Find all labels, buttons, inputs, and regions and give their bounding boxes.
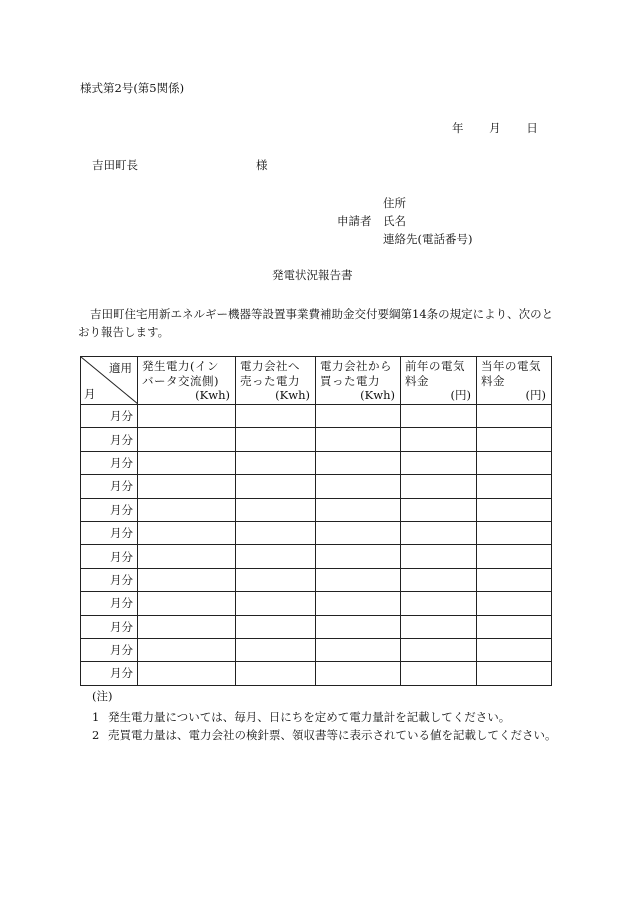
month-cell: 月分: [81, 545, 138, 568]
data-cell[interactable]: [236, 405, 316, 428]
header-unit: (Kwh): [195, 388, 230, 402]
table-row: [81, 545, 552, 568]
table-row: [81, 615, 552, 638]
data-cell[interactable]: [477, 521, 552, 544]
data-cell[interactable]: [401, 451, 477, 474]
applicant-label: 申請者: [337, 214, 372, 228]
data-cell[interactable]: [401, 545, 477, 568]
header-line2: 料金: [481, 374, 505, 388]
data-cell[interactable]: [477, 568, 552, 591]
data-cell[interactable]: [236, 498, 316, 521]
header-line2: バータ交流側): [142, 374, 219, 388]
header-line1: 発生電力(イン: [142, 359, 219, 373]
data-cell[interactable]: [138, 405, 236, 428]
data-cell[interactable]: [236, 568, 316, 591]
data-cell[interactable]: [477, 405, 552, 428]
header-line2: 料金: [405, 374, 429, 388]
data-cell[interactable]: [138, 662, 236, 685]
data-cell[interactable]: [477, 662, 552, 685]
month-cell: 月分: [81, 498, 138, 521]
data-cell[interactable]: [236, 615, 316, 638]
month-cell: 月分: [81, 662, 138, 685]
data-cell[interactable]: [236, 545, 316, 568]
contact-label: 連絡先(電話番号): [383, 232, 473, 246]
address-label: 住所: [383, 196, 406, 210]
date-month-label: 月: [489, 121, 501, 135]
data-cell[interactable]: [236, 475, 316, 498]
table-row: [81, 662, 552, 685]
date-line: [452, 120, 538, 136]
note-text: 売買電力量は、電力会社の検針票、領収書等に表示されている値を記載してください。: [108, 728, 557, 742]
report-table: [80, 356, 552, 686]
data-cell[interactable]: [138, 475, 236, 498]
note-item: [92, 708, 557, 726]
table-row: [81, 475, 552, 498]
data-cell[interactable]: [477, 615, 552, 638]
data-cell[interactable]: [138, 498, 236, 521]
column-header-curr-fee: [477, 357, 552, 405]
data-cell[interactable]: [316, 615, 401, 638]
data-cell[interactable]: [401, 638, 477, 661]
name-label: 氏名: [383, 214, 406, 228]
date-day-label: 日: [526, 121, 538, 135]
data-cell[interactable]: [236, 451, 316, 474]
header-line2: 買った電力: [320, 374, 380, 388]
date-year-label: 年: [452, 121, 464, 135]
data-cell[interactable]: [236, 592, 316, 615]
data-cell[interactable]: [477, 545, 552, 568]
table-row: [81, 568, 552, 591]
header-unit: (Kwh): [360, 388, 395, 402]
data-cell[interactable]: [477, 498, 552, 521]
month-cell: 月分: [81, 568, 138, 591]
data-cell[interactable]: [401, 405, 477, 428]
table-row: [81, 451, 552, 474]
header-line2: 売った電力: [240, 374, 300, 388]
data-cell[interactable]: [477, 592, 552, 615]
data-cell[interactable]: [477, 428, 552, 451]
month-cell: 月分: [81, 451, 138, 474]
table-row: [81, 405, 552, 428]
header-line1: 前年の電気: [405, 359, 465, 373]
table-row: [81, 638, 552, 661]
data-cell[interactable]: [316, 662, 401, 685]
data-cell[interactable]: [236, 662, 316, 685]
data-cell[interactable]: [138, 428, 236, 451]
header-line1: 当年の電気: [481, 359, 541, 373]
month-cell: 月分: [81, 405, 138, 428]
header-unit: (Kwh): [275, 388, 310, 402]
month-cell: 月分: [81, 521, 138, 544]
month-cell: 月分: [81, 638, 138, 661]
data-cell[interactable]: [401, 521, 477, 544]
month-cell: 月分: [81, 475, 138, 498]
addressee: 吉田町長: [92, 158, 138, 172]
data-cell[interactable]: [138, 451, 236, 474]
data-cell[interactable]: [316, 451, 401, 474]
corner-header-cell: [81, 357, 138, 405]
data-cell[interactable]: [477, 451, 552, 474]
data-cell[interactable]: [316, 498, 401, 521]
column-header-prev-fee: [401, 357, 477, 405]
notes-heading: (注): [92, 689, 113, 703]
data-cell[interactable]: [316, 521, 401, 544]
header-line1: 電力会社から: [320, 359, 392, 373]
month-cell: 月分: [81, 615, 138, 638]
corner-bottom-label: 月: [84, 387, 96, 401]
month-cell: 月分: [81, 428, 138, 451]
data-cell[interactable]: [401, 615, 477, 638]
note-number: 1: [92, 710, 100, 724]
column-header-bought: [316, 357, 401, 405]
data-cell[interactable]: [138, 638, 236, 661]
note-text: 発生電力量については、毎月、日にちを定めて電力量計を記載してください。: [108, 710, 511, 724]
data-cell[interactable]: [138, 592, 236, 615]
data-cell[interactable]: [401, 592, 477, 615]
data-cell[interactable]: [477, 475, 552, 498]
data-cell[interactable]: [401, 475, 477, 498]
data-cell[interactable]: [316, 545, 401, 568]
header-unit: (円): [450, 388, 471, 402]
data-cell[interactable]: [138, 615, 236, 638]
header-unit: (円): [525, 388, 546, 402]
table-row: [81, 521, 552, 544]
data-cell[interactable]: [138, 545, 236, 568]
data-cell[interactable]: [316, 592, 401, 615]
data-cell[interactable]: [401, 568, 477, 591]
honorific: 様: [256, 158, 268, 172]
table-row: [81, 592, 552, 615]
table-row: [81, 428, 552, 451]
data-cell[interactable]: [316, 428, 401, 451]
data-cell[interactable]: [401, 662, 477, 685]
data-cell[interactable]: [316, 475, 401, 498]
data-cell[interactable]: [236, 638, 316, 661]
column-header-generation: [138, 357, 236, 405]
header-line1: 電力会社へ: [240, 359, 300, 373]
document-title: 発電状況報告書: [272, 268, 353, 282]
body-text: 吉田町住宅用新エネルギー機器等設置事業費補助金交付要綱第14条の規定により、次のとおり報告します。: [78, 307, 554, 339]
note-item: [92, 726, 557, 744]
corner-top-label: 適用: [109, 361, 132, 375]
data-cell[interactable]: [236, 428, 316, 451]
data-cell[interactable]: [316, 405, 401, 428]
data-cell[interactable]: [401, 428, 477, 451]
data-cell[interactable]: [477, 638, 552, 661]
data-cell[interactable]: [316, 568, 401, 591]
form-number: 様式第2号(第5関係): [80, 81, 185, 95]
note-number: 2: [92, 728, 100, 742]
data-cell[interactable]: [316, 638, 401, 661]
data-cell[interactable]: [138, 568, 236, 591]
data-cell[interactable]: [236, 521, 316, 544]
data-cell[interactable]: [138, 521, 236, 544]
data-cell[interactable]: [401, 498, 477, 521]
month-cell: 月分: [81, 592, 138, 615]
column-header-sold: [236, 357, 316, 405]
table-row: [81, 498, 552, 521]
